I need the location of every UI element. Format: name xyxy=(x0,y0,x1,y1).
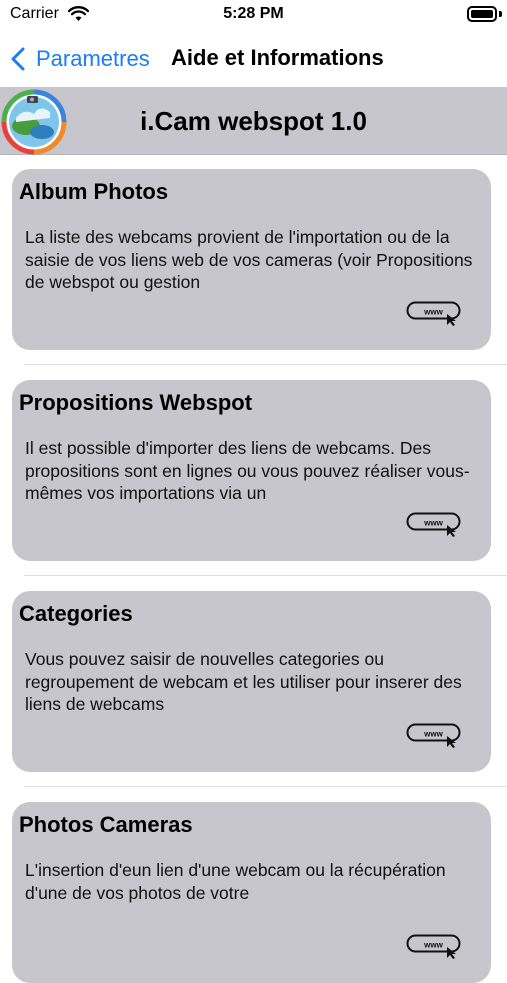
www-link-icon[interactable] xyxy=(406,511,463,537)
page-title: Aide et Informations xyxy=(171,45,384,70)
battery-icon xyxy=(467,6,497,22)
card-description: Il est possible d'importer des liens de webcams. Des propositions sont en lignes ou vous pouvez réaliser vous-mêmes vos importations via un xyxy=(25,438,470,503)
card-description: La liste des webcams provient de l'importation ou de la saisie de vos liens web de vos cameras (voir Propositions de webspot ou gestion xyxy=(25,227,473,292)
app-title: i.Cam webspot 1.0 xyxy=(140,106,367,136)
card-description: Vous pouvez saisir de nouvelles categories ou regroupement de webcam et les utiliser pour inserer des liens de webcams xyxy=(25,649,462,714)
card-divider xyxy=(24,364,507,365)
www-link-label: www xyxy=(424,729,443,739)
help-card-photos-cameras xyxy=(12,802,491,983)
back-button-label: Parametres xyxy=(36,46,150,71)
help-card-list xyxy=(0,155,507,950)
www-link-label: www xyxy=(424,307,443,317)
app-header xyxy=(0,87,507,155)
card-title: Album Photos xyxy=(19,179,169,204)
help-card-categories xyxy=(12,591,491,772)
card-title: Photos Cameras xyxy=(19,812,193,837)
www-link-label: www xyxy=(424,518,443,528)
carrier-label: Carrier xyxy=(10,5,59,22)
back-button[interactable] xyxy=(10,44,150,74)
navigation-bar xyxy=(0,30,507,87)
battery-tip xyxy=(499,11,502,17)
www-link-icon[interactable] xyxy=(406,300,463,326)
chevron-left-icon xyxy=(10,47,26,71)
card-divider xyxy=(24,786,507,787)
www-link-icon[interactable] xyxy=(406,722,463,748)
status-bar xyxy=(0,0,507,30)
help-card-propositions-webspot xyxy=(12,380,491,561)
card-divider xyxy=(24,575,507,576)
status-time: 5:28 PM xyxy=(223,5,284,22)
card-title: Categories xyxy=(19,601,133,626)
help-card-album-photos xyxy=(12,169,491,350)
www-link-label: www xyxy=(424,940,443,950)
www-link-icon[interactable] xyxy=(406,933,463,959)
card-title: Propositions Webspot xyxy=(19,390,253,415)
card-description: L'insertion d'eun lien d'une webcam ou la récupération d'une de vos photos de votre xyxy=(25,860,446,903)
